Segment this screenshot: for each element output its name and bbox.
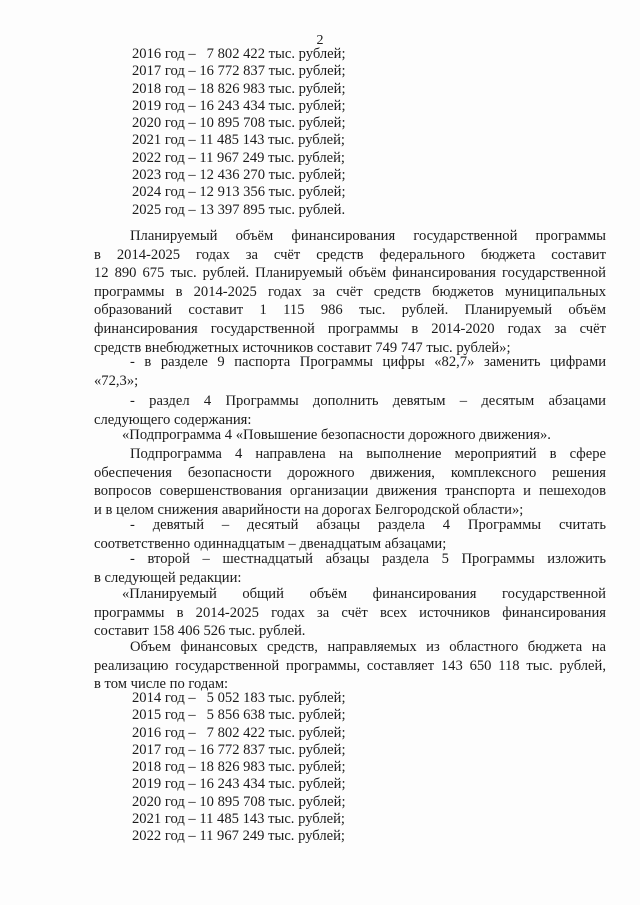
year-line: 2014 год – 5 052 183 тыс. рублей; [132,690,346,706]
text-line: в 2014-2025 годах за счёт средств федерального бюджета составит [94,246,606,263]
year-line: 2019 год – 16 243 434 тыс. рублей; [132,776,346,793]
year-line: 2017 год – 16 772 837 тыс. рублей; [132,63,346,80]
text-line: обеспечения безопасности дорожного движения, комплексного решения [94,464,606,481]
funding-years-list-top [132,46,346,219]
text-line: следующего содержания: [94,411,252,428]
text-line: «72,3»; [94,372,139,389]
text-line: Планируемый объём финансирования государственной программы [130,228,606,244]
year-line: 2018 год – 18 826 983 тыс. рублей; [132,759,346,776]
text-line: - раздел 4 Программы дополнить девятым – десятым абзацами [130,393,606,409]
text-line: программы в 2014-2025 годах за счёт средств бюджетов муниципальных [94,283,606,300]
item-renumber-paragraphs [94,516,606,553]
year-line: 2020 год – 10 895 708 тыс. рублей; [132,793,346,810]
paragraph-total-funding [94,585,606,641]
text-line: и в целом снижения аварийности на дорогах Белгородской области»; [94,501,524,518]
text-line: 12 890 675 тыс. рублей. Планируемый объём финансирования государственной [94,265,606,282]
text-line: «Планируемый общий объём финансирования государственной [122,586,606,602]
text-line: «Подпрограмма 4 «Повышение безопасности дорожного движения». [122,427,551,443]
year-line: 2025 год – 13 397 895 тыс. рублей. [132,201,346,218]
text-line: - в разделе 9 паспорта Программы цифры «82,7» заменить цифрами [130,354,606,370]
item-section-5 [94,550,606,587]
text-line: программы в 2014-2025 годах за счёт всех источников финансирования [94,604,606,621]
text-line: соответственно одиннадцатым – двенадцатым абзацами; [94,535,447,552]
year-line: 2018 год – 18 826 983 тыс. рублей; [132,80,346,97]
year-line: 2016 год – 7 802 422 тыс. рублей; [132,46,346,62]
text-line: вопросов совершенствования организации движения транспорта и пешеходов [94,483,606,500]
paragraph-funding-sources [94,227,606,357]
text-line: финансирования государственной программы в 2014-2020 годах за счёт [94,320,606,337]
year-line: 2015 год – 5 856 638 тыс. рублей; [132,707,346,724]
text-line: - второй – шестнадцатый абзацы раздела 5 Программы изложить [130,551,606,567]
paragraph-subprogram [94,445,606,519]
quote-subprogram-title [94,426,606,445]
year-line: 2021 год – 11 485 143 тыс. рублей; [132,132,345,149]
year-line: 2017 год – 16 772 837 тыс. рублей; [132,741,346,758]
text-line: в следующей редакции: [94,569,242,586]
year-line: 2024 год – 12 913 356 тыс. рублей; [132,184,346,201]
text-line: в том числе по годам: [94,676,229,693]
year-line: 2016 год – 7 802 422 тыс. рублей; [132,724,346,741]
year-line: 2021 год – 11 485 143 тыс. рублей; [132,811,345,828]
item-section-4 [94,392,606,429]
funding-years-list-bottom [132,690,346,846]
text-line: составит 158 406 526 тыс. рублей. [94,623,306,640]
text-line: реализацию государственной программы, составляет 143 650 118 тыс. рублей, [94,657,606,674]
year-line: 2020 год – 10 895 708 тыс. рублей; [132,115,346,132]
year-line: 2022 год – 11 967 249 тыс. рублей; [132,828,345,845]
year-line: 2022 год – 11 967 249 тыс. рублей; [132,149,345,166]
year-line: 2023 год – 12 436 270 тыс. рублей; [132,167,346,184]
page-number: 2 [316,33,324,48]
text-line: Подпрограмма 4 направлена на выполнение мероприятий в сфере [130,446,606,462]
text-line: Объем финансовых средств, направляемых из областного бюджета на [130,639,606,655]
text-line: образований составит 1 115 986 тыс. рублей. Планируемый объём [94,302,606,319]
text-line: - девятый – десятый абзацы раздела 4 Программы считать [130,517,606,533]
paragraph-regional-budget [94,638,606,694]
year-line: 2019 год – 16 243 434 тыс. рублей; [132,97,346,114]
item-section-9 [94,353,606,390]
text-line: средств внебюджетных источников составит 749 747 тыс. рублей»; [94,339,511,356]
